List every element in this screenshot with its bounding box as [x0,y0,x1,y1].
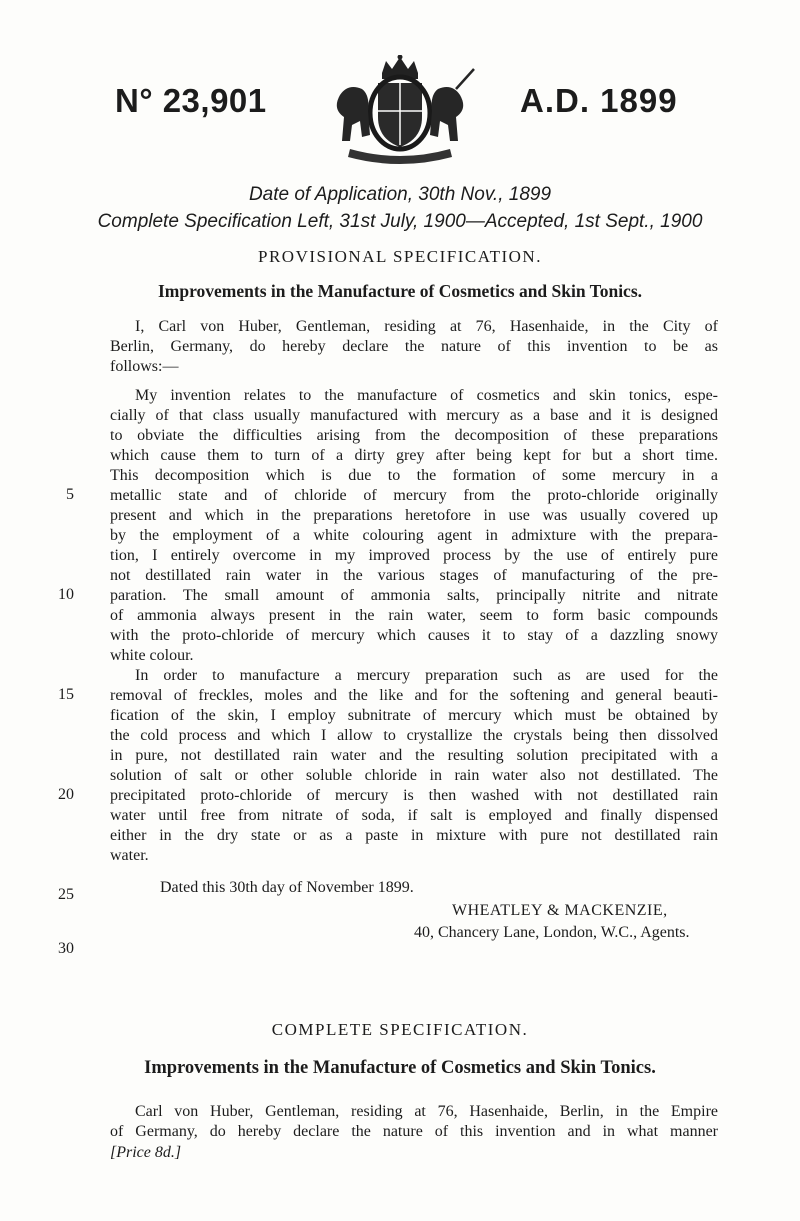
body-line: white colour. [110,647,194,664]
body-line: with the proto-chloride of mercury which causes it to stay of a dazzling snowy [110,627,718,644]
intro-line: follows:— [110,358,179,375]
body-line: cially of that class usually manufactured with mercury as a base and it is designed [110,407,718,424]
agent-address: 40, Chancery Lane, London, W.C., Agents. [414,924,690,941]
price: [Price 8d.] [110,1144,182,1161]
body-line: water. [110,847,149,864]
body-line: fication of the skin, I employ subnitrate of mercury which must be obtained by [110,707,718,724]
royal-coat-of-arms-icon [320,55,480,167]
body-line: by the employment of a white colouring agent in admixture with the prepara- [110,527,718,544]
body-line: in pure, not destillated rain water and the resulting solution precipitated with a [110,747,718,764]
body-line: tion, I entirely overcome in my improved process by the use of entirely pure [110,547,718,564]
line-number: 5 [66,486,74,503]
body-line: precipitated proto-chloride of mercury is then washed with not destillated rain [110,787,718,804]
patent-year: A.D. 1899 [520,82,678,119]
body-line: removal of freckles, moles and the like and for the softening and general beauti- [110,687,718,704]
dated-line: Dated this 30th day of November 1899. [160,879,414,896]
body-line: of ammonia always present in the rain water, seem to form basic compounds [110,607,718,624]
body-line: metallic state and of chloride of mercury from the proto-chloride originally [110,487,718,504]
body-line: In order to manufacture a mercury preparation such as are used for the [135,667,718,684]
complete-body-line: of Germany, do hereby declare the nature of this invention and in what manner [110,1123,718,1140]
complete-heading: COMPLETE SPECIFICATION. [271,1020,529,1039]
provisional-heading: PROVISIONAL SPECIFICATION. [258,247,542,266]
specification-dates: Complete Specification Left, 31st July, 1900—Accepted, 1st Sept., 1900 [97,211,703,232]
date-of-application: Date of Application, 30th Nov., 1899 [248,184,552,205]
body-line: paration. The small amount of ammonia salts, principally nitrite and nitrate [110,587,718,604]
body-line: not destillated rain water in the various stages of manufacturing of the pre- [110,567,718,584]
line-number: 10 [58,586,74,603]
line-number: 25 [58,886,74,903]
line-number: 30 [58,940,74,957]
complete-body-line: Carl von Huber, Gentleman, residing at 76, Hasenhaide, Berlin, in the Empire [135,1103,718,1120]
body-line: either in the dry state or as a paste in mixture with pure not destillated rain [110,827,718,844]
body-line: water until free from nitrate of soda, if salt is employed and finally dispensed [110,807,718,824]
line-number: 20 [58,786,74,803]
body-line: This decomposition which is due to the formation of some mercury in a [110,467,718,484]
body-line: the cold process and which I allow to crystallize the crystals being then dissolved [110,727,718,744]
intro-line: Berlin, Germany, do hereby declare the nature of this invention to be as [110,338,718,355]
body-line: to obviate the difficulties arising from the decomposition of these preparations [110,427,718,444]
provisional-title: Improvements in the Manufacture of Cosmetics and Skin Tonics. [157,281,643,301]
patent-number: N° 23,901 [115,82,267,119]
line-number: 15 [58,686,74,703]
complete-title: Improvements in the Manufacture of Cosmetics and Skin Tonics. [144,1058,656,1078]
intro-line: I, Carl von Huber, Gentleman, residing at 76, Hasenhaide, in the City of [135,318,718,335]
body-line: present and which in the preparations heretofore in use was usually covered up [110,507,718,524]
body-line: My invention relates to the manufacture of cosmetics and skin tonics, espe- [135,387,718,404]
body-line: solution of salt or other soluble chloride in rain water also not destillated. The [110,767,718,784]
body-line: which cause them to turn of a dirty grey after being kept for but a short time. [110,447,718,464]
agent-name: WHEATLEY & MACKENZIE, [452,902,668,919]
